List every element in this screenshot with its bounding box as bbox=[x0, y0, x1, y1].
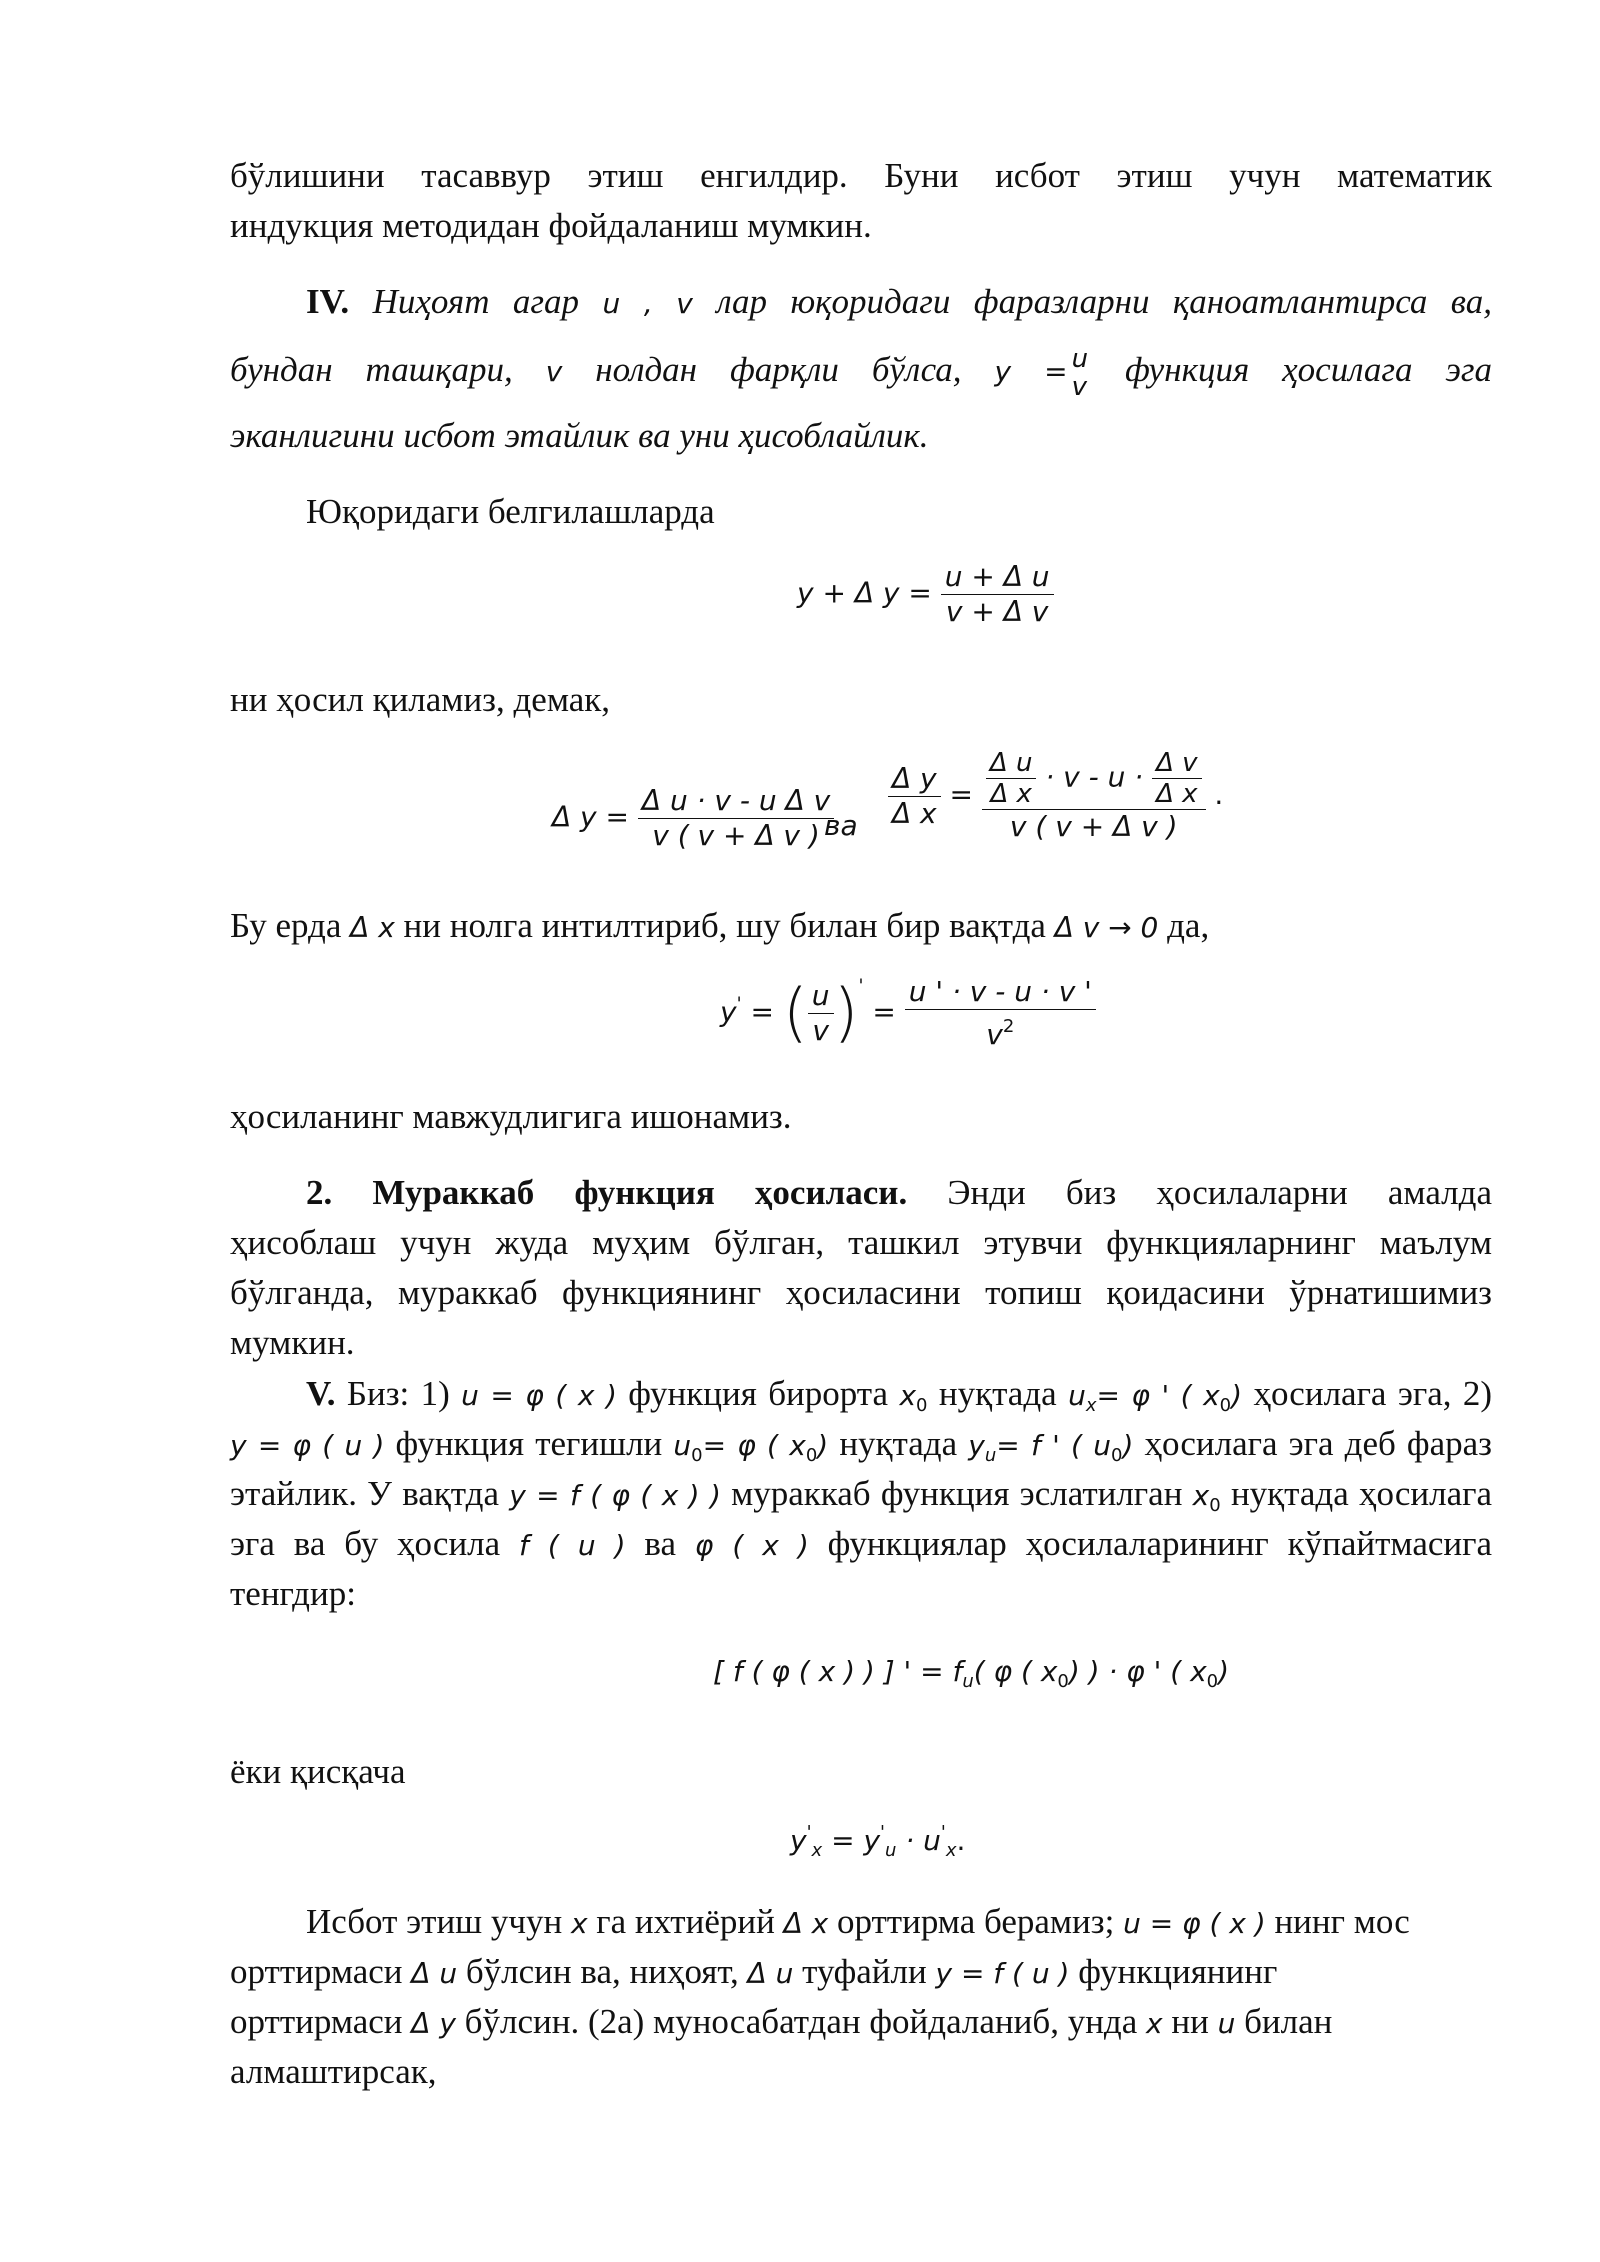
eq2b-dv: Δ v bbox=[1152, 748, 1201, 779]
theorem-4-line-3: эканлигини исбот этайлик ва уни ҳисоблайлик. bbox=[230, 416, 929, 455]
p8-text: Биз: 1) bbox=[346, 1374, 450, 1413]
p8-text: ва bbox=[644, 1524, 676, 1563]
eq2b-numerator bbox=[982, 748, 1206, 810]
p8-text: функция тегишли bbox=[395, 1424, 663, 1463]
equation-2a bbox=[552, 784, 834, 853]
eq3-v: v bbox=[812, 1014, 829, 1047]
paragraph-7-line-2: ҳисоблаш учун жуда муҳим бўлган, ташкил этувчи функцияларнинг маълум bbox=[230, 1223, 1492, 1262]
p7-text: Энди биз ҳосилаларни амалда bbox=[947, 1173, 1492, 1212]
paragraph-6-line-1: ҳосиланинг мавжудлигига ишонамиз. bbox=[230, 1097, 792, 1136]
paragraph-9-line-1: ёки қисқача bbox=[230, 1752, 406, 1791]
p8-text: ҳосилага эга, 2) bbox=[1253, 1374, 1493, 1413]
eq3-v-den: v bbox=[986, 1018, 1003, 1051]
equation-2-va: ва bbox=[824, 809, 858, 842]
p5-text: да, bbox=[1167, 906, 1210, 945]
math-u0: $u_0= \varphi$ ( $x_0$) bbox=[673, 1429, 829, 1466]
p8-text: этайлик. У вақтда bbox=[230, 1474, 499, 1513]
p8-text: эга ва бу ҳосила bbox=[230, 1524, 501, 1563]
eq5-sub-x: x bbox=[811, 1840, 823, 1861]
theorem-4-text: Ниҳоят агар bbox=[372, 282, 580, 321]
p10-text: Исбот этиш учун bbox=[306, 1902, 563, 1941]
equation-5: $y'_x = y'_u \cdot u'_x$. bbox=[790, 1822, 966, 1861]
u0: u bbox=[673, 1429, 692, 1462]
eq2b-dx2: Δ x bbox=[1156, 779, 1198, 809]
paragraph-10-line-4: алмаштирсак, bbox=[230, 2052, 437, 2091]
left-paren: ( bbox=[782, 976, 808, 1051]
p10-text: га ихтиёрий bbox=[596, 1902, 775, 1941]
theorem-4-text: функция ҳосилага эга bbox=[1124, 350, 1493, 389]
math-ux-derivative: $u_x= \varphi$ ' ( $x_0$) bbox=[1068, 1379, 1243, 1416]
eq2-lhs: Δ y = bbox=[552, 800, 629, 834]
eq2b-dx: Δ x bbox=[892, 796, 937, 830]
theorem-4-text: нолдан фарқли бўлса, bbox=[595, 350, 962, 389]
math-u-phi-x: u = φ ( x ) bbox=[1123, 1907, 1266, 1940]
eq3-numerator: u ' · v - u · v ' bbox=[905, 975, 1096, 1010]
eq1-numerator: u + Δ u bbox=[941, 560, 1054, 595]
eq4-end: ) bbox=[1218, 1655, 1230, 1688]
p8-text: мураккаб функция эслатилган bbox=[731, 1474, 1183, 1513]
eq3-prime-2: ' bbox=[858, 975, 864, 997]
math-du: Δ u bbox=[411, 1957, 458, 1990]
right-paren: ) bbox=[833, 976, 859, 1051]
eq2b-du: Δ u bbox=[986, 748, 1037, 779]
yu-eq: = f ' ( u bbox=[996, 1429, 1111, 1462]
eq5-yu: y bbox=[863, 1824, 881, 1857]
u0-eq: = φ ( x bbox=[702, 1429, 806, 1462]
eq5-dot: · bbox=[905, 1824, 915, 1857]
p10-text: орттирмаси bbox=[230, 1952, 403, 1991]
yu-close: ) bbox=[1122, 1429, 1134, 1462]
eq4-lhs: [ f ( φ ( x ) ) ] ' = f bbox=[713, 1655, 963, 1688]
eq2b-equals: = bbox=[949, 778, 973, 811]
theorem-4-line-2 bbox=[230, 345, 1492, 401]
math-yu-derivative: $y_u= f$ ' ( $u_0$) bbox=[968, 1429, 1134, 1466]
theorem-5-line-5: тенгдир: bbox=[230, 1574, 356, 1613]
p8-text: нуқтада bbox=[839, 1424, 958, 1463]
paragraph-1-line-1: бўлишини тасаввур этиш енгилдир. Буни исбот этиш учун математик bbox=[230, 156, 1492, 195]
theorem-5-number: V. bbox=[306, 1374, 336, 1413]
u0-close: ) bbox=[817, 1429, 829, 1462]
eq5-y: y bbox=[790, 1824, 807, 1857]
math-composite: y = f ( φ ( x ) ) bbox=[509, 1479, 721, 1512]
eq2-numerator: Δ u · v - u Δ v bbox=[638, 784, 834, 819]
eq2b-period: . bbox=[1214, 778, 1224, 811]
math-y-phi-u: y = φ ( u ) bbox=[230, 1429, 385, 1462]
eq3-u: u bbox=[808, 979, 834, 1014]
paragraph-7-line-3: бўлганда, мураккаб функциянинг ҳосиласини топиш қоидасини ўрнатишимиз bbox=[230, 1273, 1492, 1312]
paragraph-5-line-1 bbox=[230, 902, 1492, 952]
math-u-phi-x: u = φ ( x ) bbox=[461, 1379, 617, 1412]
p8-text: ҳосилага эга деб фараз bbox=[1144, 1424, 1492, 1463]
eq3-y: y bbox=[720, 995, 737, 1029]
math-dy: Δ y bbox=[411, 2007, 456, 2040]
eq5-ux: u bbox=[923, 1824, 941, 1857]
eq4-sub-u: u bbox=[962, 1671, 974, 1692]
eq1-denominator: v + Δ v bbox=[945, 595, 1049, 628]
equation-4: [ f ( φ ( x ) ) ] ' = $f_u$( φ ( $x_0$) ) · φ ' ( $x_0$) bbox=[713, 1655, 1230, 1692]
eq4-mid2: ) ) · φ ' ( x bbox=[1068, 1655, 1207, 1688]
eq1-lhs: y + Δ y = bbox=[797, 576, 932, 610]
theorem-4-text: бундан ташқари, bbox=[230, 350, 513, 389]
math-uv: u , v bbox=[602, 287, 693, 320]
math-dv-to-zero: Δ v → 0 bbox=[1054, 911, 1159, 944]
theorem-4-number: IV. bbox=[306, 282, 350, 321]
math-x: x bbox=[570, 1907, 588, 1940]
math-phi-x: φ ( x ) bbox=[694, 1529, 809, 1562]
eq3-square: 2 bbox=[1002, 1016, 1015, 1037]
p10-text: бўлсин. (2а) муносабатдан фойдаланиб, унда bbox=[464, 2002, 1138, 2041]
section-heading: 2. Мураккаб функция ҳосиласи. bbox=[306, 1173, 908, 1212]
equation-1 bbox=[797, 560, 1054, 629]
eq3-equals-2: = bbox=[872, 995, 896, 1029]
math-y-eq: y = bbox=[994, 355, 1068, 388]
eq3-prime: ' bbox=[736, 993, 742, 1015]
p8-text: функциялар ҳосилаларининг кўпайтмасига bbox=[827, 1524, 1493, 1563]
math-dx: Δ x bbox=[783, 1907, 829, 1940]
theorem-4-line-1 bbox=[306, 278, 1492, 328]
yu: y bbox=[968, 1429, 985, 1462]
eq2-denominator: v ( v + Δ v ) bbox=[652, 819, 820, 852]
frac-num: u bbox=[1071, 344, 1089, 374]
equation-2b bbox=[888, 748, 1223, 844]
ux: u bbox=[1068, 1379, 1086, 1412]
math-v: v bbox=[545, 355, 563, 388]
math-y-eq-u-over-v bbox=[994, 344, 1092, 402]
p5-text: Бу ерда bbox=[230, 906, 342, 945]
paragraph-7-line-4: мумкин. bbox=[230, 1323, 355, 1362]
p5-text: ни нолга интилтириб, шу билан бир вақтда bbox=[403, 906, 1046, 945]
math-dx: Δ x bbox=[350, 911, 395, 944]
p8-text: функция бирорта bbox=[628, 1374, 889, 1413]
theorem-5-line-4 bbox=[230, 1520, 1492, 1570]
eq2b-denominator: v ( v + Δ v ) bbox=[1009, 810, 1178, 843]
eq3-denominator bbox=[905, 1010, 1096, 1052]
paragraph-10-line-1 bbox=[306, 1898, 1492, 1948]
ux-eq: = φ ' ( x bbox=[1096, 1379, 1220, 1412]
p8-text: нуқтада ҳосилага bbox=[1230, 1474, 1493, 1513]
ux-close: ) bbox=[1231, 1379, 1243, 1412]
x0: x bbox=[899, 1379, 917, 1412]
paragraph-7-line-1 bbox=[306, 1169, 1492, 1217]
math-du-2: Δ u bbox=[747, 1957, 794, 1990]
math-y-f-u: y = f ( u ) bbox=[935, 1957, 1070, 1990]
math-x0-2: $x_0$ bbox=[1192, 1479, 1221, 1516]
p10-text: туфайли bbox=[802, 1952, 927, 1991]
math-f-u: f ( u ) bbox=[519, 1529, 626, 1562]
paragraph-1-line-2: индукция методидан фойдаланиш мумкин. bbox=[230, 206, 872, 245]
math-u: u bbox=[1217, 2007, 1236, 2040]
eq5-sub-x2: x bbox=[945, 1840, 957, 1861]
eq2b-mid: · v - u · bbox=[1045, 760, 1144, 794]
p10-text: бўлсин ва, ниҳоят, bbox=[465, 1952, 739, 1991]
p10-text: нинг мос bbox=[1274, 1902, 1410, 1941]
math-x-2: x bbox=[1146, 2007, 1163, 2040]
eq5-sub-u: u bbox=[885, 1840, 897, 1861]
math-x0: $x_0$ bbox=[899, 1379, 928, 1416]
p10-text: орттирмаси bbox=[230, 2002, 403, 2041]
eq2b-dy: Δ y bbox=[888, 762, 941, 797]
equation-3 bbox=[720, 975, 1096, 1052]
paragraph-3-line-1: Юқоридаги белгилашларда bbox=[306, 492, 715, 531]
eq4-mid: ( φ ( x bbox=[973, 1655, 1058, 1688]
p10-text: билан bbox=[1244, 2002, 1333, 2041]
p10-text: орттирма берамиз; bbox=[836, 1902, 1115, 1941]
p8-text: нуқтада bbox=[938, 1374, 1057, 1413]
paragraph-10-line-3 bbox=[230, 1998, 1492, 2048]
eq5-equals: = bbox=[831, 1824, 855, 1857]
p10-text: ни bbox=[1171, 2002, 1209, 2041]
eq2b-dx1: Δ x bbox=[990, 779, 1032, 809]
frac-den: v bbox=[1071, 372, 1087, 402]
eq5-period: . bbox=[956, 1824, 966, 1857]
eq3-equals: = bbox=[750, 995, 774, 1029]
x0: x bbox=[1192, 1479, 1210, 1512]
theorem-4-text: лар юқоридаги фаразларни қаноатлантирса ва, bbox=[716, 282, 1493, 321]
document-page bbox=[230, 0, 1492, 2262]
paragraph-10-line-2 bbox=[230, 1948, 1492, 1998]
paragraph-4-line-1: ни ҳосил қиламиз, демак, bbox=[230, 680, 611, 719]
p10-text: функциянинг bbox=[1078, 1952, 1278, 1991]
